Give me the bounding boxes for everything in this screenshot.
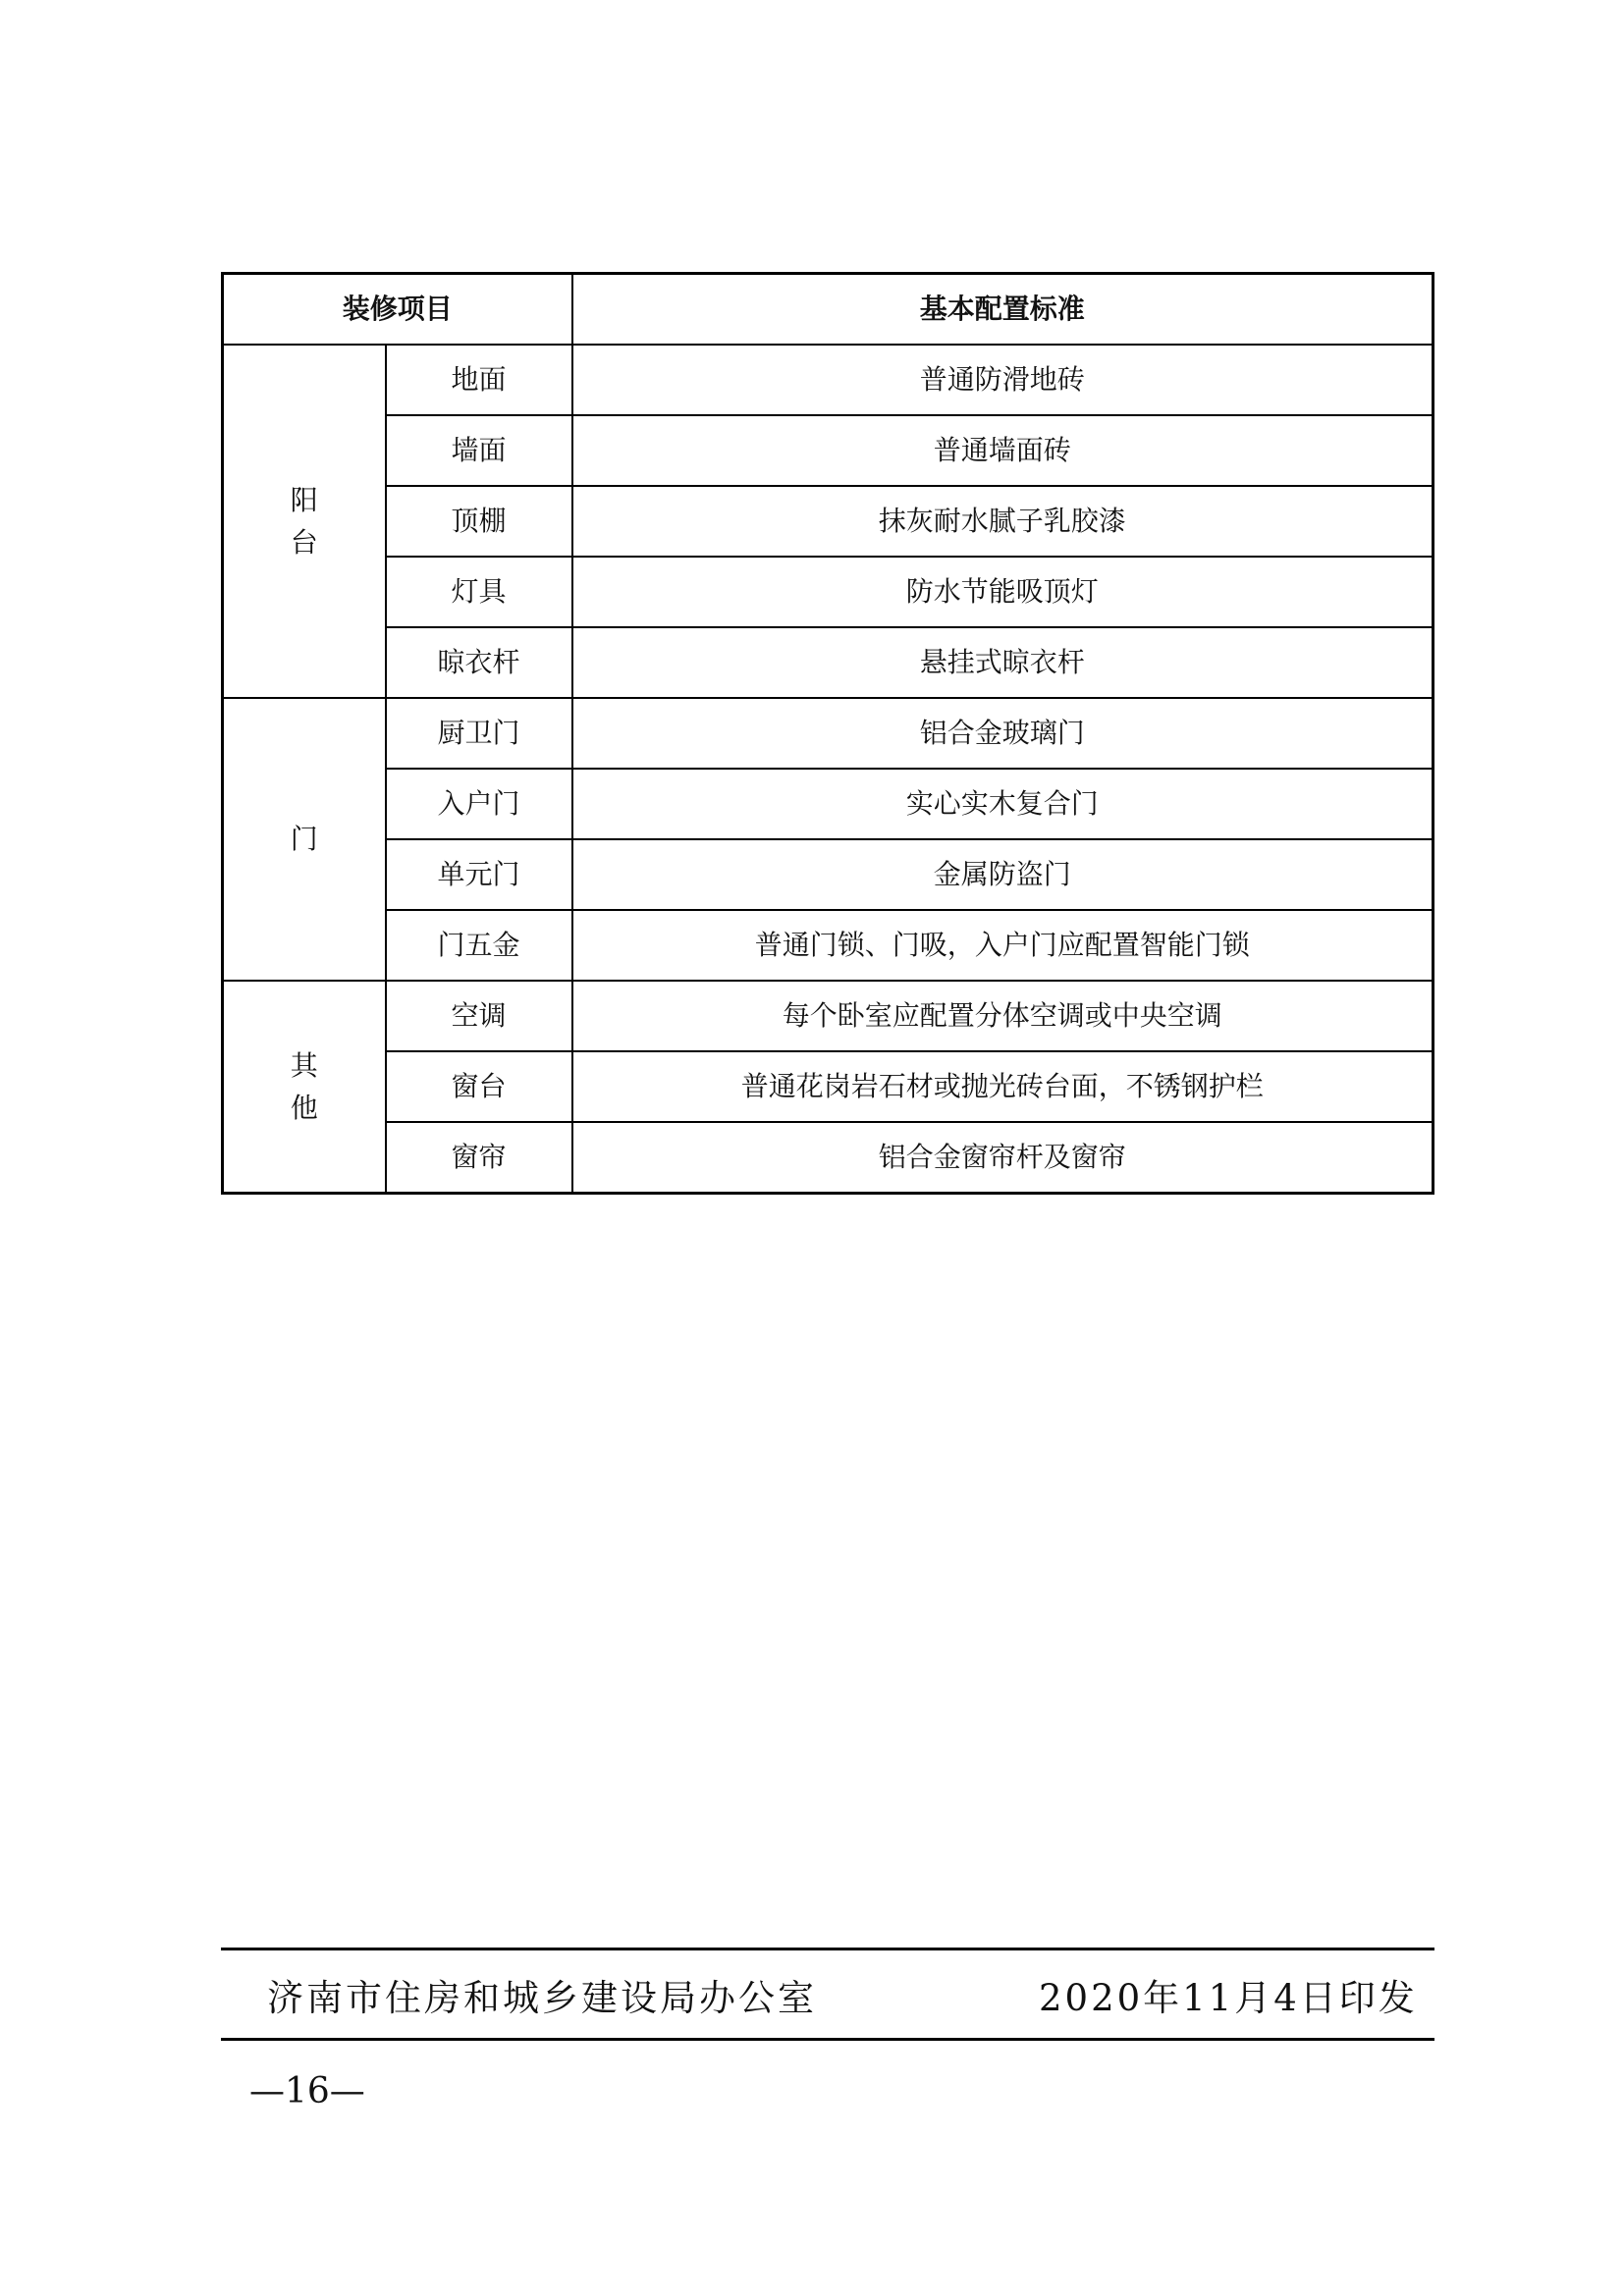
issuer-name: 济南市住房和城乡建设局办公室 <box>267 1977 817 2019</box>
table-row <box>223 1051 1434 1122</box>
table-row <box>223 557 1434 627</box>
row-standard: 实心实木复合门 <box>572 769 1434 839</box>
row-standard: 金属防盗门 <box>572 839 1434 910</box>
row-standard: 普通花岗岩石材或抛光砖台面，不锈钢护栏 <box>572 1051 1434 1122</box>
table-row <box>223 981 1434 1051</box>
table-row <box>223 839 1434 910</box>
table-row <box>223 415 1434 486</box>
row-standard: 铝合金窗帘杆及窗帘 <box>572 1122 1434 1194</box>
row-standard: 每个卧室应配置分体空调或中央空调 <box>572 981 1434 1051</box>
row-item: 空调 <box>386 981 572 1051</box>
footer-top-rule <box>221 1948 1434 1950</box>
table-row <box>223 910 1434 981</box>
table-row <box>223 698 1434 769</box>
row-item: 窗帘 <box>386 1122 572 1194</box>
row-standard: 普通门锁、门吸，入户门应配置智能门锁 <box>572 910 1434 981</box>
table-header-row <box>223 274 1434 346</box>
row-item: 地面 <box>386 345 572 415</box>
group-balcony <box>223 345 386 698</box>
row-standard: 防水节能吸顶灯 <box>572 557 1434 627</box>
group-label: 其他 <box>290 1048 318 1124</box>
row-item: 窗台 <box>386 1051 572 1122</box>
row-standard: 普通墙面砖 <box>572 415 1434 486</box>
row-item: 墙面 <box>386 415 572 486</box>
row-standard: 铝合金玻璃门 <box>572 698 1434 769</box>
row-standard: 抹灰耐水腻子乳胶漆 <box>572 486 1434 557</box>
row-item: 门五金 <box>386 910 572 981</box>
row-item: 单元门 <box>386 839 572 910</box>
group-label: 阳台 <box>290 483 318 559</box>
group-other <box>223 981 386 1194</box>
table-row <box>223 627 1434 698</box>
header-standard: 基本配置标准 <box>572 274 1434 346</box>
table-row <box>223 1122 1434 1194</box>
group-label: 门 <box>290 823 318 856</box>
row-item: 晾衣杆 <box>386 627 572 698</box>
header-item: 装修项目 <box>223 274 572 346</box>
row-item: 灯具 <box>386 557 572 627</box>
table-row <box>223 345 1434 415</box>
page-number: —16— <box>249 2071 365 2111</box>
footer-bottom-rule <box>221 2038 1434 2041</box>
row-item: 顶棚 <box>386 486 572 557</box>
row-standard: 普通防滑地砖 <box>572 345 1434 415</box>
issue-date: 2020年11月4日印发 <box>1039 1977 1418 2019</box>
row-item: 入户门 <box>386 769 572 839</box>
table-row <box>223 486 1434 557</box>
row-item: 厨卫门 <box>386 698 572 769</box>
decoration-standard-table <box>221 272 1434 1195</box>
group-door <box>223 698 386 981</box>
table-row <box>223 769 1434 839</box>
row-standard: 悬挂式晾衣杆 <box>572 627 1434 698</box>
